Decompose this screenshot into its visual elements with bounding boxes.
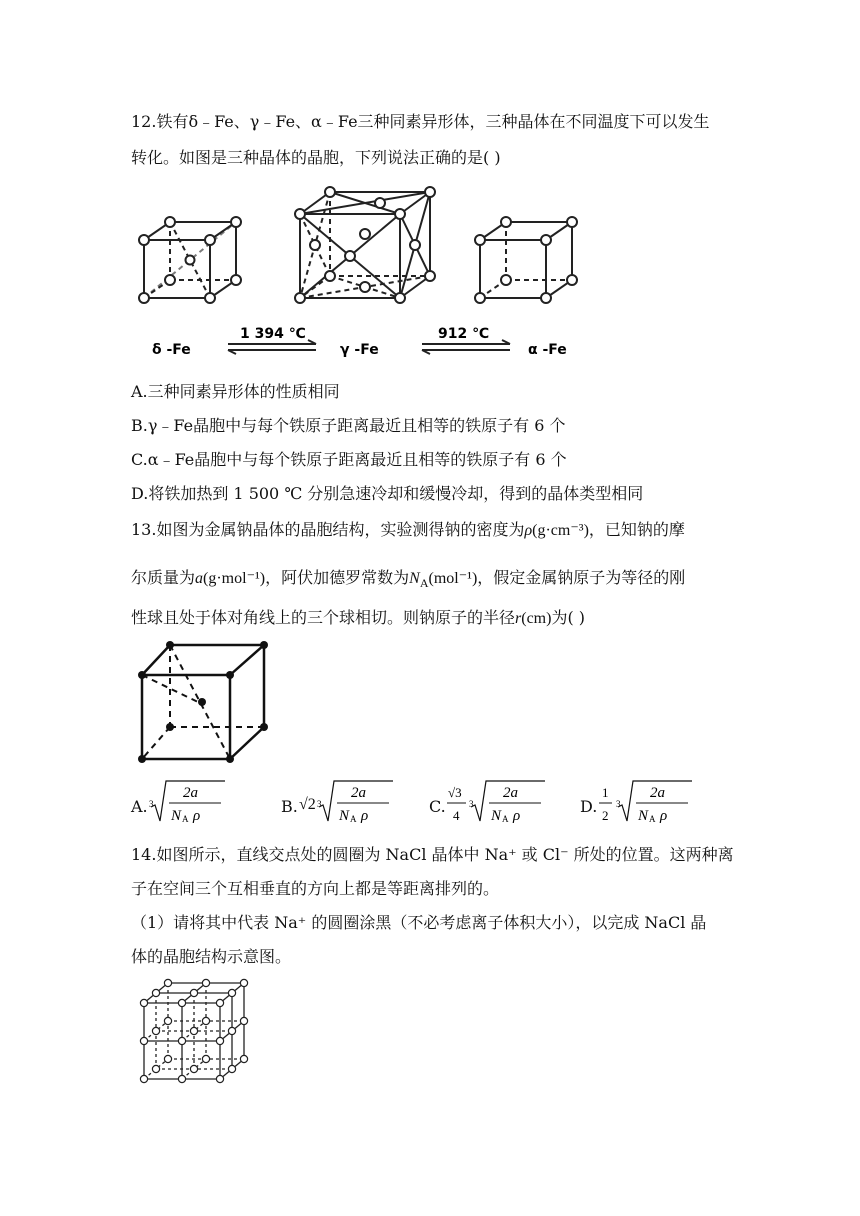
svg-text:√3: √3	[448, 785, 462, 800]
lattice-ion-circle[interactable]	[228, 989, 235, 996]
radical-b	[315, 777, 395, 825]
svg-text:2a: 2a	[650, 785, 665, 801]
q12-option-c: C.α﹣Fe晶胞中与每个铁原子距离最近且相等的铁原子有 6 个	[131, 450, 567, 469]
q14-stem-line1: 14.如图所示，直线交点处的圆圈为 NaCl 晶体中 Na⁺ 或 Cl⁻ 所处的位置。这两种离	[131, 845, 734, 864]
q13-sodium-bcc-figure	[130, 635, 280, 765]
lattice-ion-circle[interactable]	[202, 979, 209, 986]
svg-text:ρ: ρ	[361, 808, 369, 824]
svg-text:2a: 2a	[503, 785, 518, 801]
lattice-ion-circle[interactable]	[140, 999, 147, 1006]
lattice-ion-circle[interactable]	[178, 1075, 185, 1082]
svg-text:3: 3	[469, 799, 474, 809]
worksheet-page: 12.铁有δ﹣Fe、γ﹣Fe、α﹣Fe三种同素异形体，三种晶体在不同温度下可以发生 转化。如图是三种晶体的晶胞，下列说法正确的是( ) 1 394 ℃ 912 ℃ δ -Fe γ -Fe α -Fe A.三种同素异形体的性质相同 B.γ﹣Fe晶胞中与每个铁原子距离最近且相等的铁原子有 6 个 C.α﹣Fe晶胞中与每个铁原子距离最近且相等的铁原子有 6 个 D.将铁加热到 1 500 ℃ 分别急速冷却和缓慢冷却，得到的晶体类型相同 13.如图为金属钠晶体的晶胞结构，实验测得钠的密度为ρ(g·cm⁻³)，已知钠的摩 尔质量为a(g·mol⁻¹)，阿伏加德罗常数为$N_A(mol^{-1})$，假定金属钠原子为等径的刚 性球且处于体对角线上的三个球相切。则钠原子的半径r(cm)为( ) A. 3 2a N A ρ B. √2 3 2a N A ρ C. √3 4 3 2a N A ρ D. 1 2 3 2a N A ρ 14.如图所示，直线交点处的圆圈为 NaCl 晶体中 Na⁺ 或 Cl⁻ 所处的位置。这两种离 子在空间三个互相垂直的方向上都是等距离排列的。 （1）请将其中代表 Na⁺ 的圆圈涂黑（不必考虑离子体积大小），以完成 NaCl 晶 体的晶胞结构示意图。	[0, 0, 860, 1216]
lattice-ion-circle[interactable]	[140, 1075, 147, 1082]
svg-text:A: A	[502, 814, 509, 824]
coef-d	[598, 777, 614, 825]
lattice-ion-circle[interactable]	[178, 999, 185, 1006]
lattice-ion-circle[interactable]	[216, 999, 223, 1006]
equilibrium-arrow-1	[228, 340, 316, 354]
svg-text:2a: 2a	[351, 785, 366, 801]
q14-stem-line4: 体的晶胞结构示意图。	[131, 947, 292, 966]
svg-text:A: A	[350, 814, 357, 824]
equilibrium-arrow-2	[422, 340, 510, 354]
q12-stem-line2: 转化。如图是三种晶体的晶胞，下列说法正确的是( )	[131, 148, 501, 167]
q13-stem-line3: 性球且处于体对角线上的三个球相切。则钠原子的半径r(cm)为( )	[131, 608, 586, 627]
q12-stem-line1: 12.铁有δ﹣Fe、γ﹣Fe、α﹣Fe三种同素异形体，三种晶体在不同温度下可以发生	[131, 112, 710, 131]
lattice-ion-circle[interactable]	[152, 1065, 159, 1072]
q12-option-b: B.γ﹣Fe晶胞中与每个铁原子距离最近且相等的铁原子有 6 个	[131, 416, 566, 435]
svg-text:2: 2	[602, 808, 609, 823]
coef-c	[447, 777, 467, 825]
svg-text:N: N	[339, 808, 350, 824]
svg-text:3: 3	[317, 799, 322, 809]
q14-stem-line3: （1）请将其中代表 Na⁺ 的圆圈涂黑（不必考虑离子体积大小），以完成 NaCl 晶	[131, 913, 707, 932]
label-delta-fe: δ -Fe	[152, 342, 191, 358]
lattice-ion-circle[interactable]	[216, 1075, 223, 1082]
lattice-ion-circle[interactable]	[152, 989, 159, 996]
q13-stem-line2: 尔质量为a(g·mol⁻¹)，阿伏加德罗常数为$N_A(mol^{-1})$，假定金属钠原子为等径的刚	[131, 568, 686, 591]
lattice-ion-circle[interactable]	[164, 1055, 171, 1062]
svg-text:ρ: ρ	[660, 808, 668, 824]
svg-text:ρ: ρ	[193, 808, 201, 824]
q12-option-d: D.将铁加热到 1 500 ℃ 分别急速冷却和缓慢冷却，得到的晶体类型相同	[131, 484, 644, 503]
q14-stem-line2: 子在空间三个互相垂直的方向上都是等距离排列的。	[131, 879, 500, 898]
svg-text:4: 4	[453, 808, 460, 823]
svg-text:A: A	[182, 814, 189, 824]
radical-a	[147, 777, 227, 825]
svg-text:N: N	[171, 808, 182, 824]
lattice-ion-circle[interactable]	[202, 1055, 209, 1062]
radical-c	[467, 777, 547, 825]
svg-text:3: 3	[149, 799, 154, 809]
lattice-ion-circle[interactable]	[228, 1065, 235, 1072]
q12-option-a: A.三种同素异形体的性质相同	[131, 382, 340, 401]
lattice-ion-circle[interactable]	[152, 1027, 159, 1034]
lattice-ion-circle[interactable]	[164, 1017, 171, 1024]
alpha-fe-cell	[480, 222, 572, 298]
lattice-ion-circle[interactable]	[202, 1017, 209, 1024]
q12-iron-allotrope-figure	[130, 180, 600, 360]
radical-d	[614, 777, 694, 825]
lattice-ion-circle[interactable]	[240, 1017, 247, 1024]
lattice-ion-circle[interactable]	[216, 1037, 223, 1044]
svg-text:N: N	[638, 808, 649, 824]
svg-text:1: 1	[602, 785, 609, 800]
lattice-ion-circle[interactable]	[240, 979, 247, 986]
svg-text:ρ: ρ	[513, 808, 521, 824]
lattice-ion-circle[interactable]	[164, 979, 171, 986]
lattice-ion-circle[interactable]	[190, 989, 197, 996]
lattice-ion-circle[interactable]	[240, 1055, 247, 1062]
temp-label-912: 912 ℃	[438, 326, 490, 342]
svg-text:N: N	[491, 808, 502, 824]
label-alpha-fe: α -Fe	[528, 342, 567, 358]
svg-text:3: 3	[616, 799, 621, 809]
lattice-ion-circle[interactable]	[178, 1037, 185, 1044]
lattice-ion-circle[interactable]	[190, 1065, 197, 1072]
lattice-ion-circle[interactable]	[228, 1027, 235, 1034]
q13-stem-line1: 13.如图为金属钠晶体的晶胞结构，实验测得钠的密度为ρ(g·cm⁻³)，已知钠的摩	[131, 520, 685, 539]
lattice-ion-circle[interactable]	[190, 1027, 197, 1034]
q14-nacl-lattice-figure	[130, 975, 250, 1087]
temp-label-1394: 1 394 ℃	[240, 326, 306, 342]
svg-text:A: A	[649, 814, 656, 824]
lattice-ion-circle[interactable]	[140, 1037, 147, 1044]
svg-text:2a: 2a	[183, 785, 198, 801]
label-gamma-fe: γ -Fe	[340, 342, 379, 358]
